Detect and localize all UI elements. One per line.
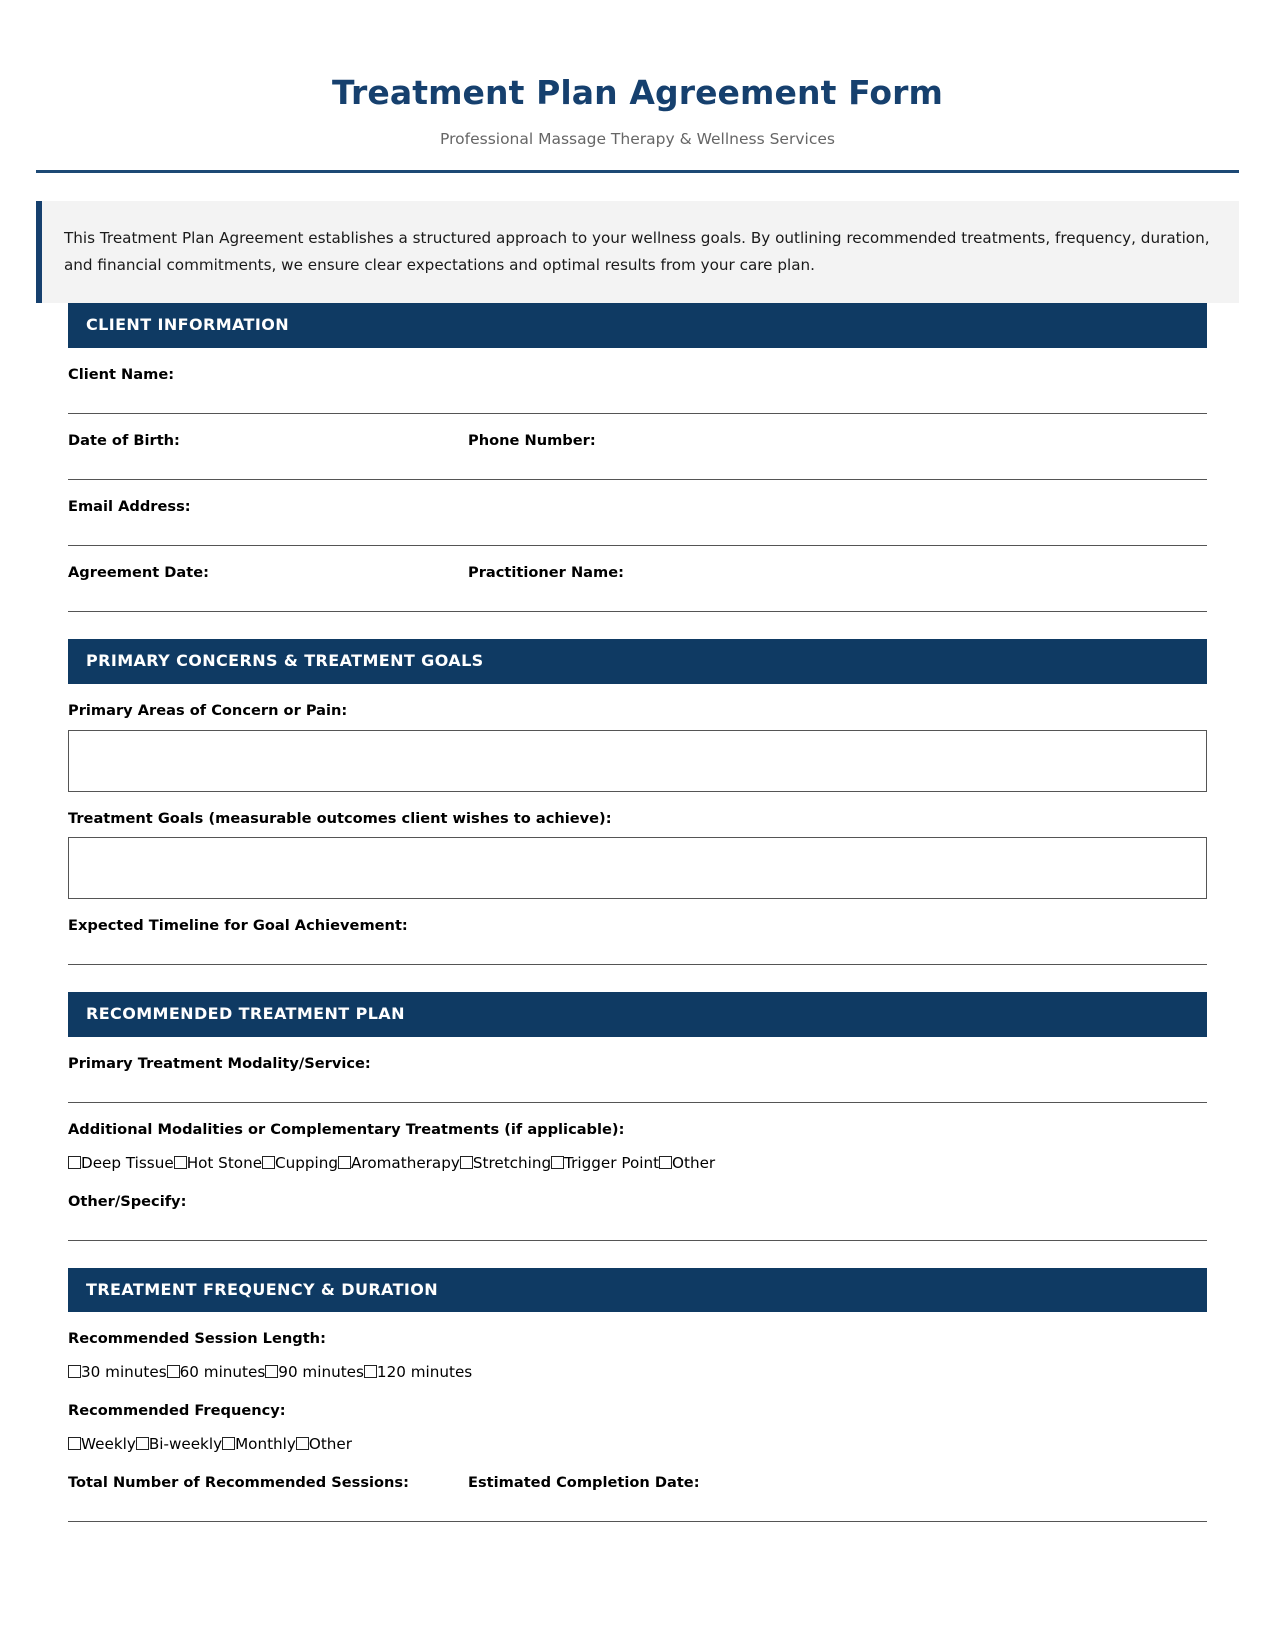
label-expected-timeline: Expected Timeline for Goal Achievement: — [68, 917, 408, 935]
checkbox-option[interactable] — [262, 1154, 338, 1172]
checkbox-option[interactable] — [167, 1363, 266, 1381]
checkbox-label: Other — [672, 1153, 716, 1172]
checkbox-icon[interactable] — [551, 1156, 564, 1169]
checkbox-label: 120 minutes — [376, 1363, 473, 1382]
section-header-primary-concerns: PRIMARY CONCERNS & TREATMENT GOALS — [68, 639, 1207, 684]
label-other-specify: Other/Specify: — [68, 1192, 187, 1210]
checkbox-label: Weekly — [81, 1435, 136, 1454]
checkbox-option[interactable] — [460, 1154, 551, 1172]
label-primary-treatment-modality: Primary Treatment Modality/Service: — [68, 1055, 371, 1073]
label-total-sessions: Total Number of Recommended Sessions: — [68, 1473, 409, 1491]
checkbox-option[interactable] — [68, 1435, 136, 1453]
checkbox-icon[interactable] — [68, 1365, 81, 1378]
checkbox-label: Aromatherapy — [351, 1153, 460, 1172]
checkbox-option[interactable] — [222, 1435, 296, 1453]
checkbox-label: Monthly — [235, 1435, 296, 1454]
input-total-sessions-completion[interactable] — [68, 1521, 1207, 1522]
input-other-specify[interactable] — [68, 1240, 1207, 1241]
label-client-name: Client Name: — [68, 366, 175, 384]
checkbox-icon[interactable] — [222, 1437, 235, 1450]
page-title: Treatment Plan Agreement Form — [331, 73, 943, 112]
checkbox-icon[interactable] — [136, 1437, 149, 1450]
label-primary-areas-of-concern: Primary Areas of Concern or Pain: — [68, 701, 348, 719]
row-total-sessions-completion — [68, 1474, 1207, 1493]
checkbox-group-session-length — [68, 1361, 1207, 1384]
checkbox-option[interactable] — [265, 1363, 364, 1381]
input-treatment-goals[interactable] — [68, 837, 1207, 899]
checkbox-label: Stretching — [472, 1153, 552, 1172]
section-header-treatment-frequency-duration: TREATMENT FREQUENCY & DURATION — [68, 1268, 1207, 1313]
document-header — [0, 0, 1275, 149]
row-dob-phone — [68, 432, 1207, 451]
checkbox-label: 60 minutes — [179, 1363, 266, 1382]
header-divider — [36, 170, 1239, 173]
label-additional-modalities: Additional Modalities or Complementary Treatments (if applicable): — [68, 1121, 625, 1139]
checkbox-icon[interactable] — [262, 1156, 275, 1169]
checkbox-option[interactable] — [136, 1435, 222, 1453]
checkbox-icon[interactable] — [174, 1156, 187, 1169]
label-phone-number: Phone Number: — [468, 432, 596, 450]
input-dob-phone[interactable] — [68, 479, 1207, 480]
checkbox-group-frequency — [68, 1433, 1207, 1456]
checkbox-icon[interactable] — [460, 1156, 473, 1169]
checkbox-icon[interactable] — [167, 1365, 180, 1378]
checkbox-option[interactable] — [364, 1363, 472, 1381]
checkbox-option[interactable] — [551, 1154, 659, 1172]
checkbox-option[interactable] — [68, 1363, 167, 1381]
checkbox-icon[interactable] — [68, 1156, 81, 1169]
checkbox-label: 30 minutes — [81, 1363, 167, 1382]
label-practitioner-name: Practitioner Name: — [468, 563, 624, 581]
checkbox-group-modalities — [68, 1152, 1207, 1175]
checkbox-icon[interactable] — [364, 1365, 377, 1378]
row-agreement-practitioner — [68, 564, 1207, 583]
input-primary-treatment-modality[interactable] — [68, 1102, 1207, 1103]
checkbox-icon[interactable] — [68, 1437, 81, 1450]
checkbox-label: Bi-weekly — [148, 1435, 223, 1454]
checkbox-icon[interactable] — [338, 1156, 351, 1169]
checkbox-icon[interactable] — [265, 1365, 278, 1378]
checkbox-option[interactable] — [338, 1154, 460, 1172]
input-email-address[interactable] — [68, 545, 1207, 546]
input-client-name[interactable] — [68, 413, 1207, 414]
section-header-client-information: CLIENT INFORMATION — [68, 303, 1207, 348]
label-treatment-goals: Treatment Goals (measurable outcomes client wishes to achieve): — [68, 809, 612, 827]
section-header-recommended-treatment-plan: RECOMMENDED TREATMENT PLAN — [68, 992, 1207, 1037]
checkbox-label: Cupping — [275, 1153, 339, 1172]
label-estimated-completion-date: Estimated Completion Date: — [468, 1473, 700, 1491]
label-recommended-session-length: Recommended Session Length: — [68, 1330, 326, 1348]
checkbox-icon[interactable] — [659, 1156, 672, 1169]
checkbox-label: Other — [308, 1435, 352, 1454]
intro-callout — [36, 201, 1239, 303]
label-date-of-birth: Date of Birth: — [68, 432, 180, 450]
page-subtitle: Professional Massage Therapy & Wellness Services — [440, 130, 835, 149]
checkbox-option[interactable] — [174, 1154, 262, 1172]
checkbox-label: Deep Tissue — [81, 1153, 174, 1172]
input-agreement-practitioner[interactable] — [68, 611, 1207, 612]
input-primary-areas-of-concern[interactable] — [68, 730, 1207, 792]
checkbox-label: 90 minutes — [278, 1363, 364, 1382]
checkbox-option[interactable] — [296, 1435, 352, 1453]
checkbox-option[interactable] — [659, 1154, 715, 1172]
checkbox-option[interactable] — [68, 1154, 174, 1172]
label-email-address: Email Address: — [68, 498, 191, 516]
label-agreement-date: Agreement Date: — [68, 563, 209, 581]
checkbox-label: Hot Stone — [186, 1153, 263, 1172]
intro-text: This Treatment Plan Agreement establishes a structured approach to your wellness goals. By outlining recommended treatments, frequency, duration, and financial commitments, we ensure clear expectations and optimal results from your care plan. — [64, 229, 1210, 275]
checkbox-icon[interactable] — [296, 1437, 309, 1450]
input-expected-timeline[interactable] — [68, 964, 1207, 965]
form-content — [36, 303, 1239, 1521]
label-recommended-frequency: Recommended Frequency: — [68, 1402, 286, 1420]
checkbox-label: Trigger Point — [564, 1153, 660, 1172]
